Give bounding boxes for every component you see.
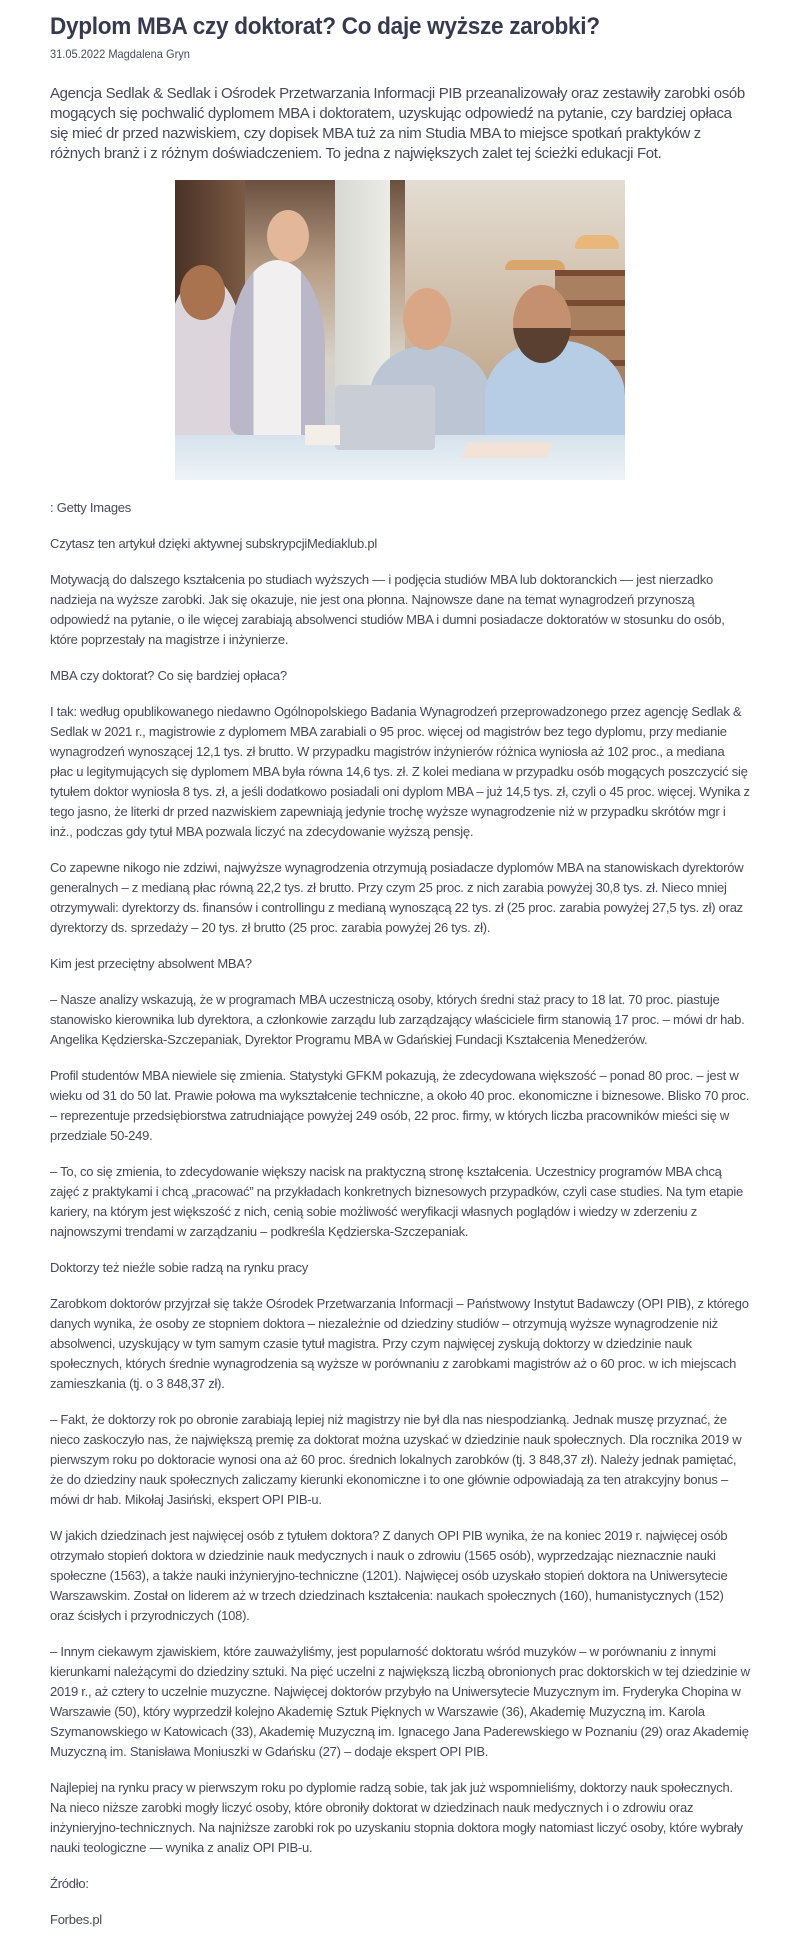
photo-notebook [462, 442, 553, 458]
section-heading: MBA czy doktorat? Co się bardziej opłaca? [50, 668, 287, 683]
quote-paragraph: – Innym ciekawym zjawiskiem, które zauważyliśmy, jest popularność doktoratu wśród muzyków – w porównaniu z innymi kierunkami należącymi do dziedziny sztuki. Na pięć uczelni z największą liczbą obronionych prac doktorskich w tej dziedzinie w 2019 r., aż cztery to uczelnie muzyczne. Najwięcej doktorów przybyło na Uniwersytecie Muzycznym im. Fryderyka Chopina w Warszawie (50), który wyprzedził kolejno Akademię Sztuk Pięknych w Warszawie (36), Akademię Muzyczną im. Karola Szymanowskiego w Katowicach (33), Akademię Muzyczną im. Ignacego Jana Paderewskiego w Poznaniu (29) oraz Akademię Muzyczną im. Stanisława Moniuszki w Gdańsku (27) – dodaje ekspert OPI PIB. [50, 1644, 750, 1759]
body-paragraph: Co zapewne nikogo nie zdziwi, najwyższe wynagrodzenia otrzymują posiadacze dyplomów MBA na stanowiskach dyrektorów generalnych – z medianą płac równą 22,2 tys. zł brutto. Przy czym 25 proc. z nich zarabia powyżej 30,8 tys. zł. Nieco mniej otrzymywali: dyrektorzy ds. finansów i controllingu z medianą wynoszącą 22 tys. zł (25 proc. zarabia powyżej 27,5 tys. zł) oraz dyrektorzy ds. sprzedaży – 20 tys. zł brutto (25 proc. zarabia powyżej 26 tys. zł). [50, 860, 744, 935]
source-name: Forbes.pl [50, 1912, 102, 1927]
article-photo [175, 180, 625, 480]
photo-person-standing-woman [230, 260, 325, 435]
body-paragraph: Profil studentów MBA niewiele się zmienia. Statystyki GFKM pokazują, że zdecydowana większość – ponad 80 proc. – jest w wieku od 31 do 50 lat. Prawie połowa ma wykształcenie techniczne, a około 40 proc. ekonomiczne i biznesowe. Blisko 70 proc. – reprezentuje przedsiębiorstwa zatrudniające powyżej 249 osób, 22 proc. firmy, w których liczba pracowników mieści się w przedziale 50-249. [50, 1068, 750, 1143]
section-heading: Kim jest przeciętny absolwent MBA? [50, 956, 252, 971]
quote-paragraph: – To, co się zmienia, to zdecydowanie większy nacisk na praktyczną stronę kształcenia. Uczestnicy programów MBA chcą zajęć z praktykami i chcą „pracować” na przykładach konkretnych biznesowych przypadków, czyli case studies. Na tym etapie kariery, na którym jest większość z nich, cenią sobie możliwość weryfikacji własnych poglądów i wiedzy w zderzeniu z najnowszymi trendami w zarządzaniu – podkreśla Kędzierska-Szczepaniak. [50, 1164, 744, 1239]
photo-lamp [505, 260, 565, 270]
body-paragraph: W jakich dziedzinach jest najwięcej osób z tytułem doktora? Z danych OPI PIB wynika, że na koniec 2019 r. najwięcej osób otrzymało stopień doktora w dziedzinie nauk medycznych i nauk o zdrowiu (1565 osób), wyprzedzając nieznacznie nauki społeczne (1563), a także nauki inżynieryjno-techniczne (1201). Najwięcej osób uzyskało stopień doktora na Uniwersytecie Warszawskim. Został on liderem aż w trzech dziedzinach kształcenia: naukach społecznych (160), humanistycznych (152) oraz ścisłych i przyrodniczych (108). [50, 1528, 728, 1623]
photo-person-head [403, 288, 451, 350]
quote-paragraph: – Fakt, że doktorzy rok po obronie zarabiają lepiej niż magistrzy nie był dla nas niespodzianką. Jednak muszę przyznać, że nieco zaskoczyło nas, że największą premię za doktorat można uzyskać w dziedzinie nauk społecznych. Dla rocznika 2019 w pierwszym roku po doktoracie wynosi ona aż 60 proc. średnich lokalnych zarobków (tj. 3 848,37 zł). Należy jednak pamiętać, że do dziedziny nauk społecznych zaliczamy kierunki ekonomiczne i to one głównie odpowiadają za ten atrakcyjny bonus – mówi dr hab. Mikołaj Jasiński, ekspert OPI PIB-u. [50, 1412, 742, 1507]
article-lead: Agencja Sedlak & Sedlak i Ośrodek Przetwarzania Informacji PIB przeanalizowały oraz zestawiły zarobki osób mogących się pochwalić dyplomem MBA i doktoratem, uzyskując odpowiedź na pytanie, czy bardziej opłaca się mieć dr przed nazwiskiem, czy dopisek MBA tuż za nim Studia MBA to miejsce spotkań praktyków z różnych branż i z różnym doświadczeniem. To jedna z największych zalet tej ścieżki edukacji Fot. [50, 85, 745, 162]
article-figure [50, 180, 750, 480]
photo-box [305, 425, 340, 445]
photo-person-head [267, 210, 309, 262]
image-caption: : Getty Images [50, 500, 132, 515]
section-heading: Doktorzy też nieźle sobie radzą na rynku pracy [50, 1260, 309, 1275]
article-meta: 31.05.2022 Magdalena Gryn [50, 47, 190, 61]
source-label: Źródło: [50, 1876, 89, 1891]
body-paragraph: Motywacją do dalszego kształcenia po studiach wyższych — i podjęcia studiów MBA lub doktoranckich — jest nierzadko nadzieja na wyższe zarobki. Jak się okazuje, nie jest ona płonna. Najnowsze dane na temat wynagrodzeń przynoszą odpowiedź na pytanie, o ile więcej zarabiają absolwenci studiów MBA i dumni posiadacze doktoratów w stosunku do osób, które poprzestały na magistrze i inżynierze. [50, 572, 725, 647]
article-title: Dyplom MBA czy doktorat? Co daje wyższe zarobki? [50, 13, 600, 40]
photo-laptop [335, 385, 435, 450]
article-body [50, 570, 750, 1930]
article [0, 12, 800, 1930]
photo-lamp [575, 235, 619, 249]
subscription-note: Czytasz ten artykuł dzięki aktywnej subskrypcjiMediaklub.pl [50, 536, 377, 551]
quote-paragraph: – Nasze analizy wskazują, że w programach MBA uczestniczą osoby, których średni staż pracy to 18 lat. 70 proc. piastuje stanowisko kierownika lub dyrektora, a członkowie zarządu lub zarządzający właściciele firm stanowią 17 proc. – mówi dr hab. Angelika Kędzierska-Szczepaniak, Dyrektor Programu MBA w Gdańskiej Fundacji Kształcenia Menedżerów. [50, 992, 745, 1047]
body-paragraph: I tak: według opublikowanego niedawno Ogólnopolskiego Badania Wynagrodzeń przeprowadzonego przez agencję Sedlak & Sedlak w 2021 r., magistrowie z dyplomem MBA zarabiali o 95 proc. więcej od magistrów bez tego dyplomu, przy medianie wynagrodzeń wynoszącej 12,1 tys. zł brutto. W przypadku magistrów inżynierów różnica wyniosła aż 102 proc., a mediana płac u legitymujących się dyplomem MBA była równa 14,6 tys. zł. Z kolei mediana w przypadku osób mogących poszczycić się tytułem doktor wyniosła 8 tys. zł, a jeśli dodatkowo posiadali oni dyplom MBA – już 14,5 tys. zł, czyli o 45 proc. więcej. Wynika z tego jasno, że literki dr przed nazwiskiem zapewniają jedynie trochę wyższe wynagrodzenie niż w przypadku skrótów mgr i inż., podczas gdy tytuł MBA pozwala liczyć na zdecydowanie wyższą pensję. [50, 704, 750, 839]
body-paragraph: Zarobkom doktorów przyjrzał się także Ośrodek Przetwarzania Informacji – Państwowy Instytut Badawczy (OPI PIB), z którego danych wynika, że osoby ze stopniem doktora – niezależnie od dziedziny studiów – otrzymują wyższe wynagrodzenie niż absolwenci, uzyskujący w tym samym czasie tytuł magistra. Przy czym najwięcej zyskują doktorzy w dziedzinie nauk społecznych, których średnie wynagrodzenia są wyższe w porównaniu z zarobkami magistrów aż o 60 proc. w ich miejscach zamieszkania (tj. o 3 848,37 zł). [50, 1296, 749, 1391]
body-paragraph: Najlepiej na rynku pracy w pierwszym roku po dyplomie radzą sobie, tak jak już wspomnieliśmy, doktorzy nauk społecznych. Na nieco niższe zarobki mogły liczyć osoby, które obroniły doktorat w dziedzinach nauk medycznych i o zdrowiu oraz inżynieryjno-technicznych. Na najniższe zarobki rok po uzyskaniu stopnia doktora mogły natomiast liczyć osoby, które wybrały nauki teologiczne — wynika z analiz OPI PIB-u. [50, 1780, 743, 1855]
photo-person-head [180, 265, 225, 320]
photo-person-head [513, 285, 571, 363]
